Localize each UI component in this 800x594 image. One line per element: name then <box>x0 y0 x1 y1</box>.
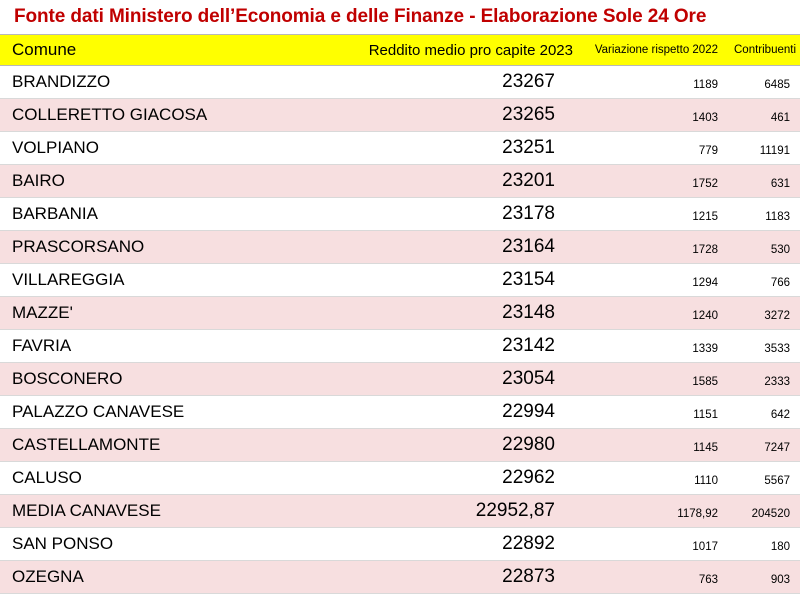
cell-reddito[interactable]: 23148 <box>318 297 583 330</box>
cell-reddito[interactable]: 23142 <box>318 330 583 363</box>
cell-variazione[interactable]: 763 <box>583 561 726 594</box>
cell-reddito[interactable]: 23164 <box>318 231 583 264</box>
cell-variazione[interactable]: 1017 <box>583 528 726 561</box>
cell-reddito[interactable]: 22873 <box>318 561 583 594</box>
table-header <box>0 35 800 66</box>
table-row[interactable] <box>0 396 800 429</box>
cell-variazione[interactable]: 1240 <box>583 297 726 330</box>
cell-contribuenti[interactable]: 1183 <box>726 198 800 231</box>
cell-reddito[interactable]: 22952,87 <box>318 495 583 528</box>
cell-comune[interactable]: VOLPIANO <box>0 132 318 165</box>
cell-comune[interactable]: COLLERETTO GIACOSA <box>0 99 318 132</box>
table-row[interactable] <box>0 330 800 363</box>
cell-variazione[interactable]: 1145 <box>583 429 726 462</box>
cell-variazione[interactable]: 1585 <box>583 363 726 396</box>
title-row <box>0 0 800 34</box>
cell-reddito[interactable]: 22980 <box>318 429 583 462</box>
cell-comune[interactable]: BRANDIZZO <box>0 66 318 99</box>
table-row[interactable] <box>0 297 800 330</box>
page-title: Fonte dati Ministero dell’Economia e delle Finanze - Elaborazione Sole 24 Ore <box>14 6 707 27</box>
cell-variazione[interactable]: 1215 <box>583 198 726 231</box>
cell-comune[interactable]: PALAZZO CANAVESE <box>0 396 318 429</box>
table-row[interactable] <box>0 132 800 165</box>
cell-contribuenti[interactable]: 530 <box>726 231 800 264</box>
table-row[interactable] <box>0 66 800 99</box>
cell-contribuenti[interactable]: 204520 <box>726 495 800 528</box>
cell-comune[interactable]: OZEGNA <box>0 561 318 594</box>
cell-reddito[interactable]: 23201 <box>318 165 583 198</box>
cell-comune[interactable]: CALUSO <box>0 462 318 495</box>
cell-contribuenti[interactable]: 6485 <box>726 66 800 99</box>
cell-comune[interactable]: MEDIA CANAVESE <box>0 495 318 528</box>
table-row[interactable] <box>0 561 800 594</box>
income-table <box>0 34 800 594</box>
cell-contribuenti[interactable]: 2333 <box>726 363 800 396</box>
table-row[interactable] <box>0 165 800 198</box>
cell-variazione[interactable]: 1339 <box>583 330 726 363</box>
cell-contribuenti[interactable]: 11191 <box>726 132 800 165</box>
cell-contribuenti[interactable]: 3272 <box>726 297 800 330</box>
cell-variazione[interactable]: 1752 <box>583 165 726 198</box>
cell-contribuenti[interactable]: 7247 <box>726 429 800 462</box>
cell-comune[interactable]: BARBANIA <box>0 198 318 231</box>
cell-comune[interactable]: VILLAREGGIA <box>0 264 318 297</box>
table-row[interactable] <box>0 99 800 132</box>
table-row[interactable] <box>0 528 800 561</box>
cell-contribuenti[interactable]: 766 <box>726 264 800 297</box>
cell-contribuenti[interactable]: 642 <box>726 396 800 429</box>
cell-comune[interactable]: FAVRIA <box>0 330 318 363</box>
column-header-variazione[interactable]: Variazione rispetto 2022 <box>583 35 726 66</box>
cell-variazione[interactable]: 1294 <box>583 264 726 297</box>
cell-contribuenti[interactable]: 3533 <box>726 330 800 363</box>
table-row[interactable] <box>0 429 800 462</box>
cell-reddito[interactable]: 23054 <box>318 363 583 396</box>
cell-variazione[interactable]: 1151 <box>583 396 726 429</box>
table-row[interactable] <box>0 264 800 297</box>
cell-reddito[interactable]: 22892 <box>318 528 583 561</box>
cell-variazione[interactable]: 1403 <box>583 99 726 132</box>
table-row[interactable] <box>0 231 800 264</box>
column-header-comune[interactable]: Comune <box>0 35 318 66</box>
cell-variazione[interactable]: 779 <box>583 132 726 165</box>
table-header-row <box>0 35 800 66</box>
cell-variazione[interactable]: 1110 <box>583 462 726 495</box>
table-row[interactable] <box>0 495 800 528</box>
cell-contribuenti[interactable]: 461 <box>726 99 800 132</box>
cell-reddito[interactable]: 23154 <box>318 264 583 297</box>
cell-contribuenti[interactable]: 180 <box>726 528 800 561</box>
cell-reddito[interactable]: 23267 <box>318 66 583 99</box>
table-row[interactable] <box>0 462 800 495</box>
cell-comune[interactable]: SAN PONSO <box>0 528 318 561</box>
table-row[interactable] <box>0 198 800 231</box>
table-row[interactable] <box>0 363 800 396</box>
cell-comune[interactable]: CASTELLAMONTE <box>0 429 318 462</box>
cell-reddito[interactable]: 23178 <box>318 198 583 231</box>
cell-comune[interactable]: BAIRO <box>0 165 318 198</box>
table-body <box>0 66 800 594</box>
cell-variazione[interactable]: 1728 <box>583 231 726 264</box>
cell-contribuenti[interactable]: 5567 <box>726 462 800 495</box>
cell-contribuenti[interactable]: 903 <box>726 561 800 594</box>
cell-variazione[interactable]: 1189 <box>583 66 726 99</box>
cell-reddito[interactable]: 23265 <box>318 99 583 132</box>
cell-comune[interactable]: BOSCONERO <box>0 363 318 396</box>
cell-reddito[interactable]: 23251 <box>318 132 583 165</box>
cell-comune[interactable]: PRASCORSANO <box>0 231 318 264</box>
cell-contribuenti[interactable]: 631 <box>726 165 800 198</box>
cell-reddito[interactable]: 22962 <box>318 462 583 495</box>
cell-comune[interactable]: MAZZE' <box>0 297 318 330</box>
cell-variazione[interactable]: 1178,92 <box>583 495 726 528</box>
column-header-contribuenti[interactable]: Contribuenti <box>726 35 800 66</box>
cell-reddito[interactable]: 22994 <box>318 396 583 429</box>
column-header-reddito[interactable]: Reddito medio pro capite 2023 <box>318 35 583 66</box>
